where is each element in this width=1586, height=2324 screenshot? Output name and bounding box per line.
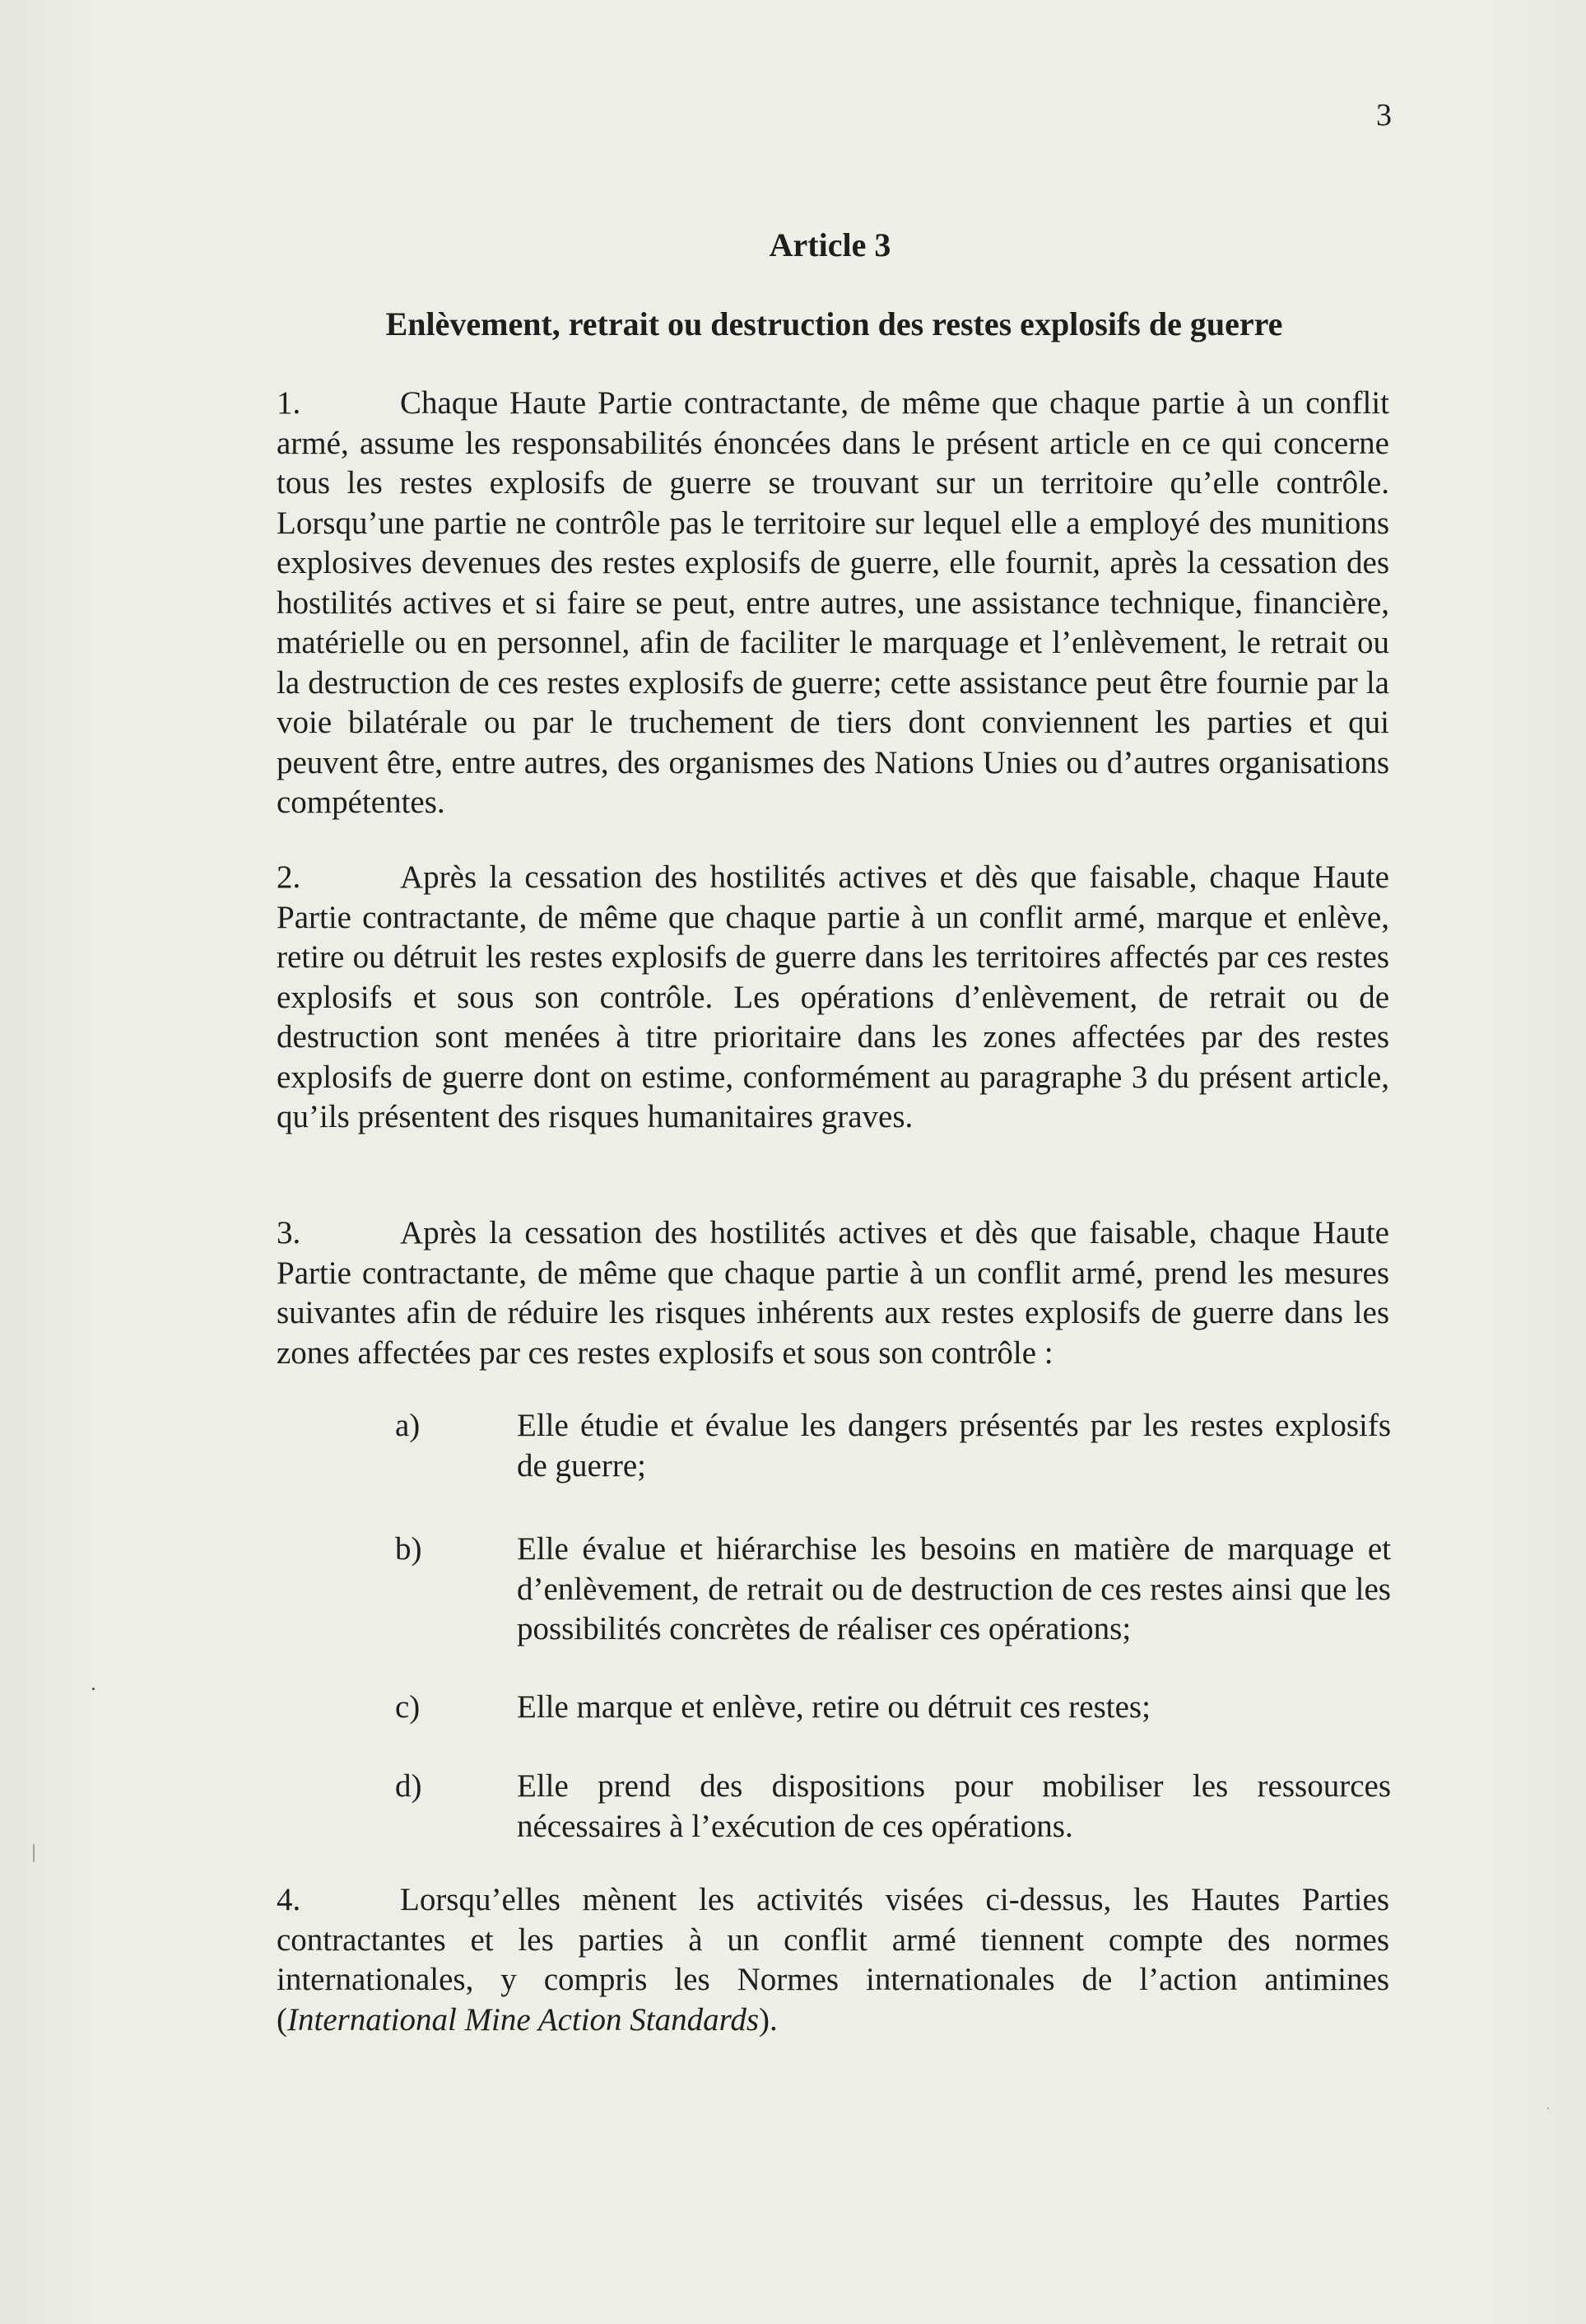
list-item-b xyxy=(395,1530,1391,1650)
list-item-text: Elle prend des dispositions pour mobiliser les ressources nécessaires à l’exécution de ces opérations. xyxy=(517,1768,1391,1844)
paragraph-text: Chaque Haute Partie contractante, de même que chaque partie à un conflit armé, assume les responsabilités énoncées dans le présent article en ce qui concerne tous les restes explosifs de guerre se trouvant sur un territoire qu’elle contrôle. Lorsqu’une partie ne contrôle pas le territoire sur lequel elle a employé des munitions explosives devenues des restes explosifs de guerre, elle fournit, après la cessation des hostilités actives et si faire se peut, entre autres, une assistance technique, financière, matérielle ou en personnel, afin de faciliter le marquage et l’enlèvement, le retrait ou la destruction de ces restes explosifs de guerre; cette assistance peut être fournie par la voie bilatérale ou par le truchement de tiers dont conviennent les parties et qui peuvent être, entre autres, des organismes des Nations Unies ou d’autres organisations compétentes. xyxy=(277,385,1389,820)
paragraph-number: 3. xyxy=(277,1215,301,1250)
paragraph-number: 1. xyxy=(277,385,301,421)
paragraph-emphasis: International Mine Action Standards xyxy=(287,2001,760,2038)
page-number: 3 xyxy=(1376,98,1392,133)
paragraph-text: Après la cessation des hostilités actives et dès que faisable, chaque Haute Partie contractante, de même que chaque partie à un conflit armé, prend les mesures suivantes afin de réduire les risques inhérents aux restes explosifs de guerre dans les zones affectées par ces restes explosifs et sous son contrôle : xyxy=(277,1215,1389,1371)
list-item-text: Elle marque et enlève, retire ou détruit ces restes; xyxy=(517,1689,1151,1725)
article-subtitle: Enlèvement, retrait ou destruction des restes explosifs de guerre xyxy=(385,305,1283,342)
paragraph-number: 2. xyxy=(277,859,301,895)
paragraph-3 xyxy=(277,1213,1389,1373)
paragraph-1 xyxy=(277,384,1389,823)
list-item-text: Elle évalue et hiérarchise les besoins en matière de marquage et d’enlèvement, de retrait ou de destruction de ces restes ainsi que les possibilités concrètes de réaliser ces opérations; xyxy=(517,1531,1391,1646)
list-item-d xyxy=(395,1767,1391,1847)
scan-speck xyxy=(1547,2107,1549,2109)
scan-speck xyxy=(92,1688,95,1690)
paragraph-4 xyxy=(277,1880,1389,2040)
list-item-label: b) xyxy=(395,1531,422,1567)
paragraph-number: 4. xyxy=(277,1882,301,1917)
scan-speck xyxy=(33,1844,35,1862)
list-item-c xyxy=(395,1688,1391,1728)
article-title: Article 3 xyxy=(769,226,891,263)
list-item-label: c) xyxy=(395,1689,421,1725)
paragraph-text-end: ). xyxy=(759,2001,778,2038)
paragraph-text: Lorsqu’elles mènent les activités visées ci-dessus, les Hautes Parties contractantes et les parties à un conflit armé tiennent compte des normes internationales, y compris les Normes internationales de l’action antimines ( xyxy=(277,1882,1389,2038)
list-item-label: a) xyxy=(395,1408,421,1443)
list-item-label: d) xyxy=(395,1768,422,1804)
paragraph-2 xyxy=(277,858,1389,1138)
list-item-text: Elle étudie et évalue les dangers présentés par les restes explosifs de guerre; xyxy=(517,1408,1391,1483)
paragraph-text: Après la cessation des hostilités actives et dès que faisable, chaque Haute Partie contractante, de même que chaque partie à un conflit armé, marque et enlève, retire ou détruit les restes explosifs de guerre dans les territoires affectés par ces restes explosifs et sous son contrôle. Les opérations d’enlèvement, de retrait ou de destruction sont menées à titre prioritaire dans les zones affectées par des restes explosifs de guerre dont on estime, conformément au paragraphe 3 du présent article, qu’ils présentent des risques humanitaires graves. xyxy=(277,859,1389,1134)
list-item-a xyxy=(395,1406,1391,1486)
